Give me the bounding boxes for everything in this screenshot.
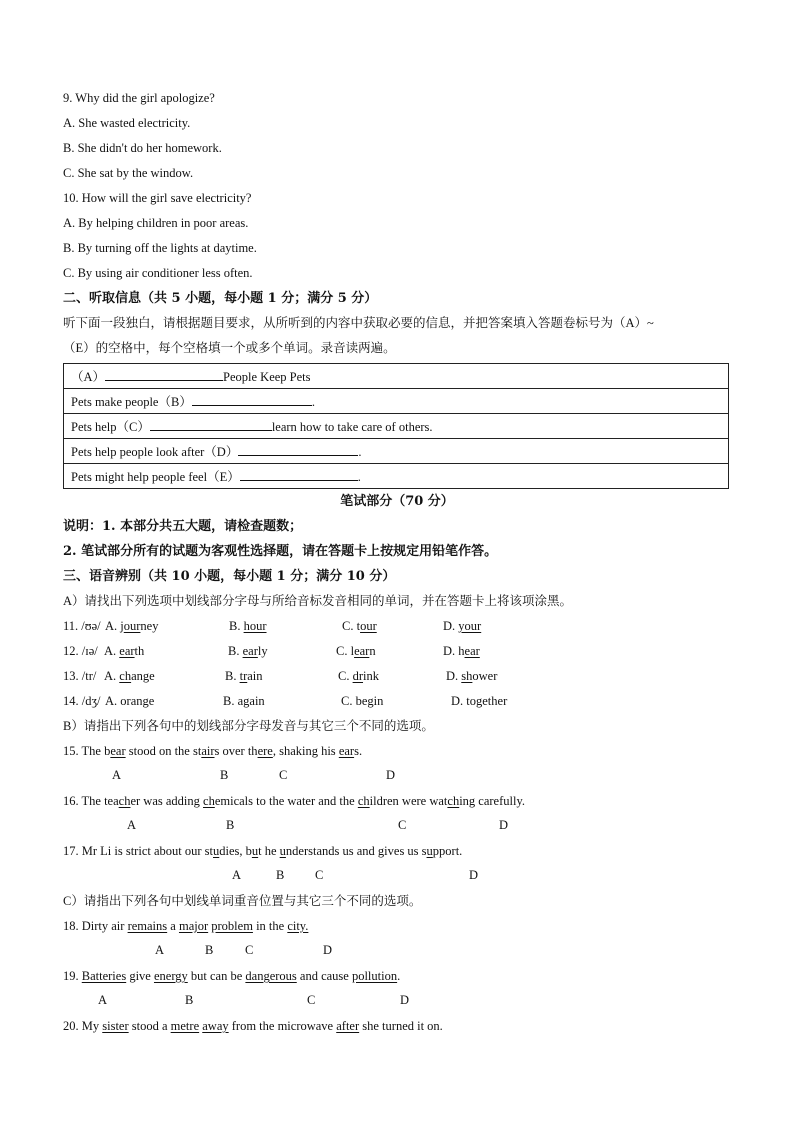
option-b[interactable]: B [226, 818, 235, 832]
written-part-title: 笔试部分（70 分） [340, 494, 454, 509]
answer-blank-a[interactable] [105, 368, 223, 381]
question-10-stem: 10. How will the girl save electricity? [63, 191, 252, 205]
question-15-option-letters [63, 764, 731, 789]
written-note-2: 2. 笔试部分所有的试题为客观性选择题，请在答题卡上按规定用铅笔作答。 [63, 544, 498, 559]
section-2-instruction-line-2: （E）的空格中，每个空格填一个或多个单词。录音读两遍。 [63, 341, 396, 355]
option-d[interactable]: D [469, 868, 479, 882]
question-9-stem: 9. Why did the girl apologize? [63, 91, 215, 105]
pets-info-table [63, 363, 729, 489]
question-9-option-a: A. She wasted electricity. [63, 116, 191, 130]
question-12: 12. /ɪə/ A. earth B. early C. learn D. hear [63, 639, 731, 664]
option-b[interactable]: B. train [225, 669, 263, 683]
option-c[interactable]: C [398, 818, 407, 832]
section-2-instruction-line-1: 听下面一段独白，请根据题目要求，从所听到的内容中获取必要的信息，并把答案填入答题卷标号为（A）~ [63, 316, 654, 330]
option-c[interactable]: C [307, 993, 316, 1007]
question-19-sentence: 19. Batteries give energy but can be dangerous and cause pollution. [63, 969, 401, 983]
answer-blank-d[interactable] [238, 443, 358, 456]
answer-blank-e[interactable] [240, 468, 358, 481]
question-10-option-c: C. By using air conditioner less often. [63, 266, 253, 280]
option-a[interactable]: A. orange [105, 694, 155, 708]
section-3-title: 三、语音辨别（共 10 小题，每小题 1 分；满分 10 分） [63, 569, 396, 584]
question-18-option-letters [63, 939, 731, 964]
option-a[interactable]: A [155, 943, 165, 957]
question-17-option-letters [63, 864, 731, 889]
option-b[interactable]: B. hour [229, 619, 267, 633]
exam-page [63, 86, 731, 1039]
option-d[interactable]: D [323, 943, 333, 957]
question-16-option-letters [63, 814, 731, 839]
option-c[interactable]: C. begin [341, 694, 384, 708]
option-d[interactable]: D. shower [446, 669, 498, 683]
option-a[interactable]: A [112, 768, 122, 782]
table-row: Pets help people look after（D） . [64, 439, 729, 464]
option-b[interactable]: B. early [228, 644, 268, 658]
option-c[interactable]: C. drink [338, 669, 379, 683]
question-16-sentence: 16. The teacher was adding chemicals to the water and the children were watching carefully. [63, 794, 526, 808]
option-a[interactable]: A [232, 868, 242, 882]
option-a[interactable]: A [127, 818, 137, 832]
question-13: 13. /tr/ A. change B. train C. drink D. shower [63, 664, 731, 689]
question-9-option-b: B. She didn't do her homework. [63, 141, 222, 155]
question-15-sentence: 15. The bear stood on the stairs over there, shaking his ears. [63, 744, 363, 758]
option-c[interactable]: C. tour [342, 619, 377, 633]
option-a[interactable]: A. change [104, 669, 155, 683]
question-14: 14. /dʒ/ A. orange B. again C. begin D. together [63, 689, 731, 714]
option-b[interactable]: B [276, 868, 285, 882]
answer-blank-c[interactable] [150, 418, 272, 431]
option-d[interactable]: D [386, 768, 396, 782]
option-c[interactable]: C [315, 868, 324, 882]
option-b[interactable]: B [205, 943, 214, 957]
option-d[interactable]: D. together [451, 694, 508, 708]
table-row: Pets might help people feel（E） . [64, 464, 729, 489]
table-row: Pets make people（B） . [64, 389, 729, 414]
question-20-sentence: 20. My sister stood a metre away from the microwave after she turned it on. [63, 1019, 443, 1033]
written-note-1: 说明：1. 本部分共五大题，请检查题数； [63, 519, 303, 534]
question-19-option-letters [63, 989, 731, 1014]
answer-blank-b[interactable] [192, 393, 312, 406]
option-a[interactable]: A [98, 993, 108, 1007]
option-b[interactable]: B [220, 768, 229, 782]
question-10-option-a: A. By helping children in poor areas. [63, 216, 249, 230]
table-row: （A） People Keep Pets [64, 364, 729, 389]
question-18-sentence: 18. Dirty air remains a major problem in the city. [63, 919, 309, 933]
option-b[interactable]: B. again [223, 694, 265, 708]
question-17-sentence: 17. Mr Li is strict about our studies, but he understands us and gives us support. [63, 844, 463, 858]
option-d[interactable]: D. hear [443, 644, 480, 658]
option-c[interactable]: C [245, 943, 254, 957]
option-c[interactable]: C. learn [336, 644, 376, 658]
option-d[interactable]: D. your [443, 619, 482, 633]
question-10-option-b: B. By turning off the lights at daytime. [63, 241, 257, 255]
question-9-option-c: C. She sat by the window. [63, 166, 194, 180]
section-3-part-c-instruction: C）请指出下列各句中划线单词重音位置与其它三个不同的选项。 [63, 894, 422, 908]
section-3-part-b-instruction: B）请指出下列各句中的划线部分字母发音与其它三个不同的选项。 [63, 719, 434, 733]
question-11: 11. /ʊə/ A. journey B. hour C. tour D. your [63, 614, 731, 639]
option-d[interactable]: D [400, 993, 410, 1007]
option-a[interactable]: A. journey [105, 619, 159, 633]
table-row: Pets help（C） learn how to take care of others. [64, 414, 729, 439]
section-3-part-a-instruction: A）请找出下列选项中划线部分字母与所给音标发音相同的单词，并在答题卡上将该项涂黑。 [63, 594, 573, 608]
option-d[interactable]: D [499, 818, 509, 832]
option-c[interactable]: C [279, 768, 288, 782]
section-2-title: 二、听取信息（共 5 小题，每小题 1 分；满分 5 分） [63, 291, 378, 306]
option-b[interactable]: B [185, 993, 194, 1007]
option-a[interactable]: A. earth [104, 644, 145, 658]
